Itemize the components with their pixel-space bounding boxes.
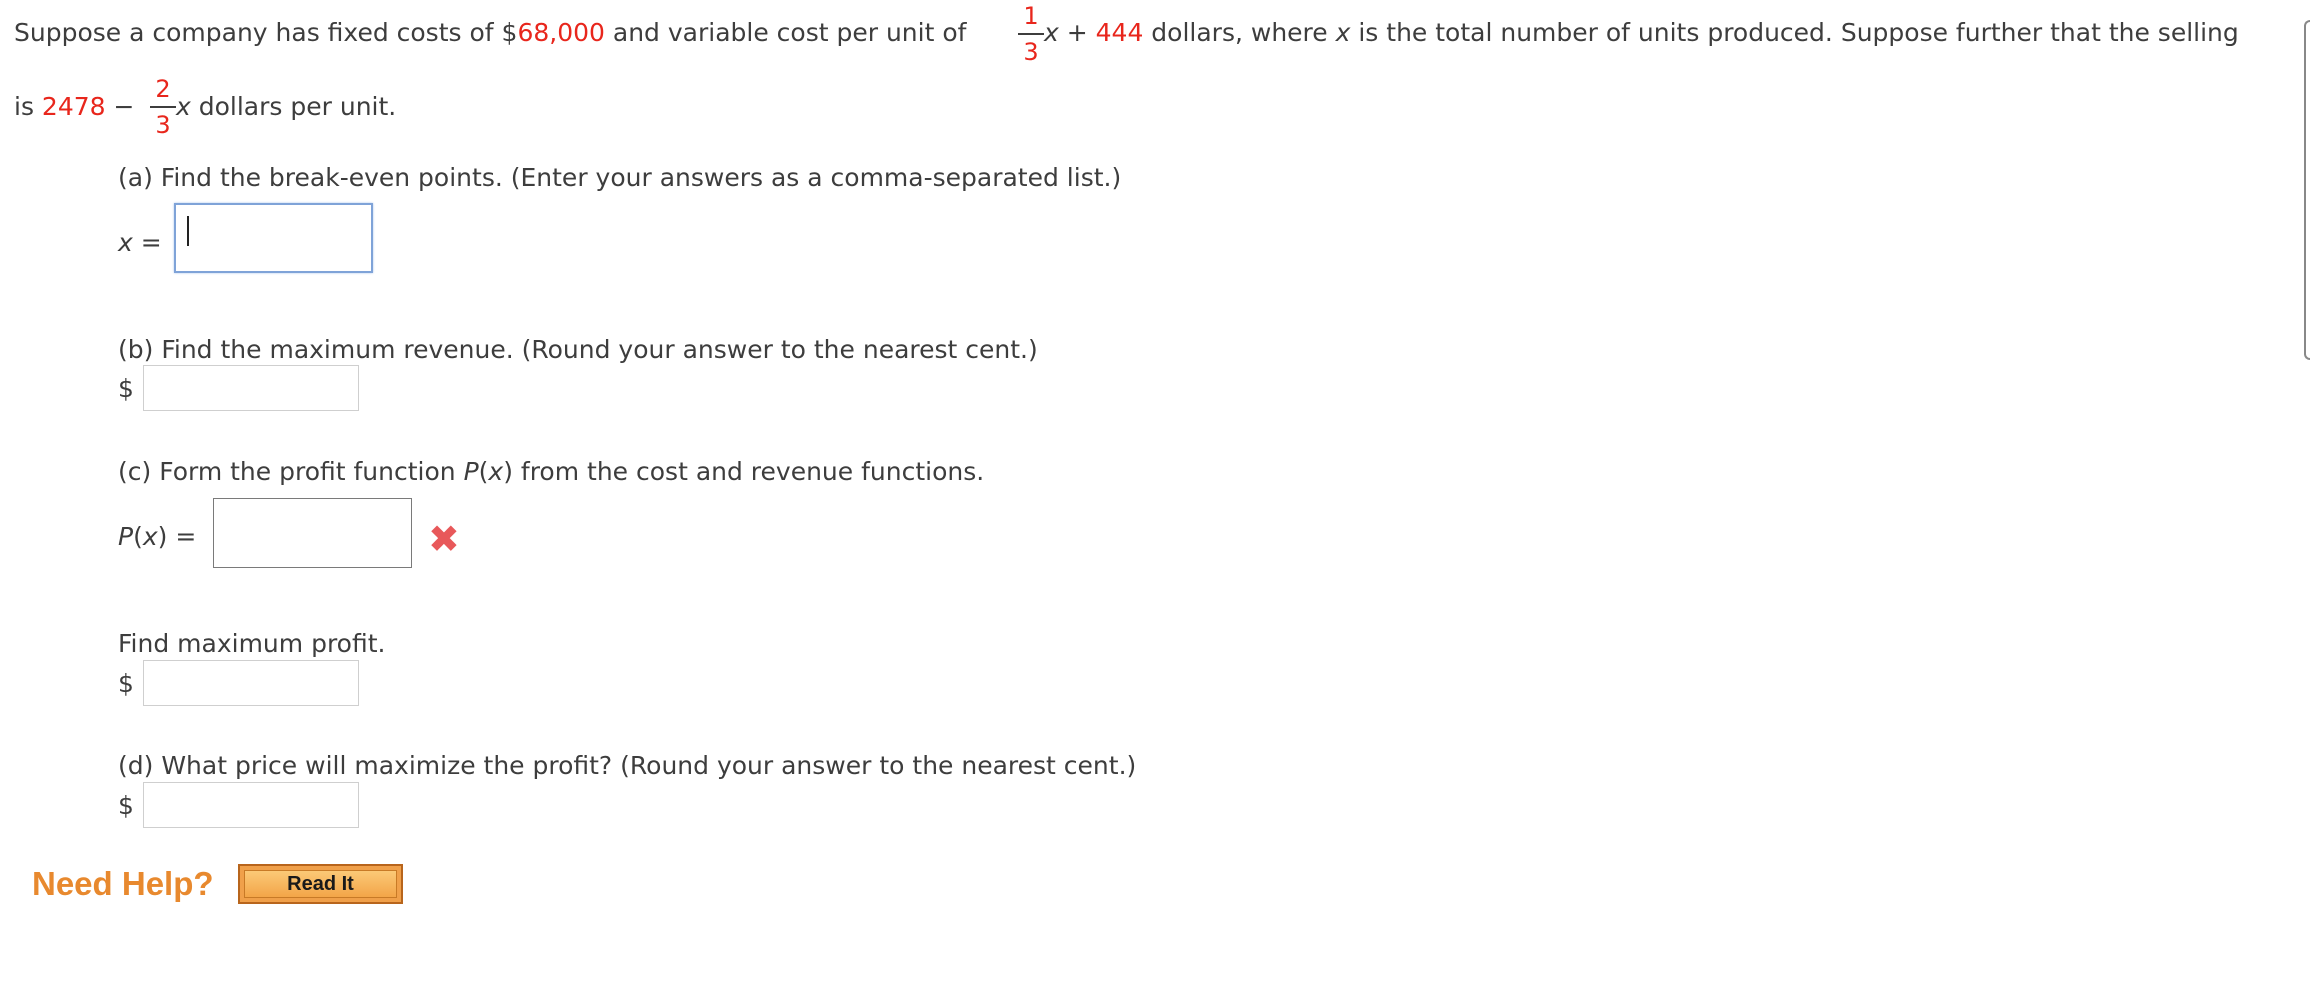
- fixed-cost-value: 68,000: [517, 18, 605, 47]
- fraction-denominator: 3: [155, 111, 171, 139]
- label-text: (: [133, 522, 143, 551]
- variable-cost-constant: 444: [1095, 18, 1144, 47]
- currency-label: $: [118, 374, 134, 403]
- max-profit-question: Find maximum profit.: [118, 629, 386, 658]
- part-a-question: (a) Find the break-even points. (Enter your answers as a comma-separated list.): [118, 163, 1122, 192]
- read-it-label: Read It: [244, 870, 397, 898]
- variable-cost-fraction: [1018, 2, 1044, 66]
- problem-text: is: [14, 92, 42, 121]
- part-c-question: [118, 457, 984, 486]
- problem-text: and variable cost per unit of: [604, 18, 967, 47]
- incorrect-x-icon: ✖: [428, 517, 460, 561]
- scrollbar[interactable]: [2304, 20, 2310, 360]
- problem-line-2-cont: [176, 92, 396, 121]
- currency-label: $: [118, 669, 134, 698]
- problem-text: Suppose a company has fixed costs of $: [14, 18, 518, 47]
- variable-x: x: [142, 522, 158, 551]
- price-constant: 2478: [41, 92, 106, 121]
- price-fraction: [150, 75, 176, 139]
- variable-x: x: [1335, 18, 1351, 47]
- problem-line-2: [14, 92, 134, 121]
- question-text: (c) Form the profit function: [118, 457, 464, 486]
- part-b-question: (b) Find the maximum revenue. (Round your answer to the nearest cent.): [118, 335, 1038, 364]
- problem-line-1-cont: [1044, 18, 2239, 47]
- need-help-label: Need Help?: [32, 865, 214, 902]
- function-name: P: [118, 522, 134, 551]
- currency-label: $: [118, 791, 134, 820]
- profit-function-label: [118, 522, 196, 551]
- problem-text: x +: [1044, 18, 1096, 47]
- optimal-price-input[interactable]: [143, 782, 359, 828]
- part-a-label: x =: [118, 228, 162, 257]
- fraction-denominator: 3: [1023, 38, 1039, 66]
- fraction-numerator: 2: [155, 75, 171, 103]
- text-caret: [187, 216, 189, 246]
- problem-text: dollars, where: [1143, 18, 1336, 47]
- fraction-bar: [1018, 33, 1044, 35]
- variable-x: x: [176, 92, 191, 121]
- problem-text: is the total number of units produced. Suppose further that the selling: [1350, 18, 2239, 47]
- problem-line-1: [14, 18, 966, 47]
- problem-text: dollars per unit.: [190, 92, 397, 121]
- part-d-question: (d) What price will maximize the profit? (Round your answer to the nearest cent.): [118, 751, 1137, 780]
- fraction-numerator: 1: [1023, 2, 1039, 30]
- question-text: (: [478, 457, 489, 486]
- fraction-bar: [150, 106, 176, 108]
- profit-function-input[interactable]: [213, 498, 412, 568]
- function-name: P: [463, 457, 479, 486]
- question-text: ) from the cost and revenue functions.: [503, 457, 985, 486]
- max-profit-input[interactable]: [143, 660, 359, 706]
- problem-text: −: [105, 92, 135, 121]
- label-text: ) =: [157, 522, 197, 551]
- max-revenue-input[interactable]: [143, 365, 359, 411]
- variable-x: x: [488, 457, 504, 486]
- read-it-button[interactable]: [238, 864, 403, 904]
- break-even-input[interactable]: [174, 203, 373, 273]
